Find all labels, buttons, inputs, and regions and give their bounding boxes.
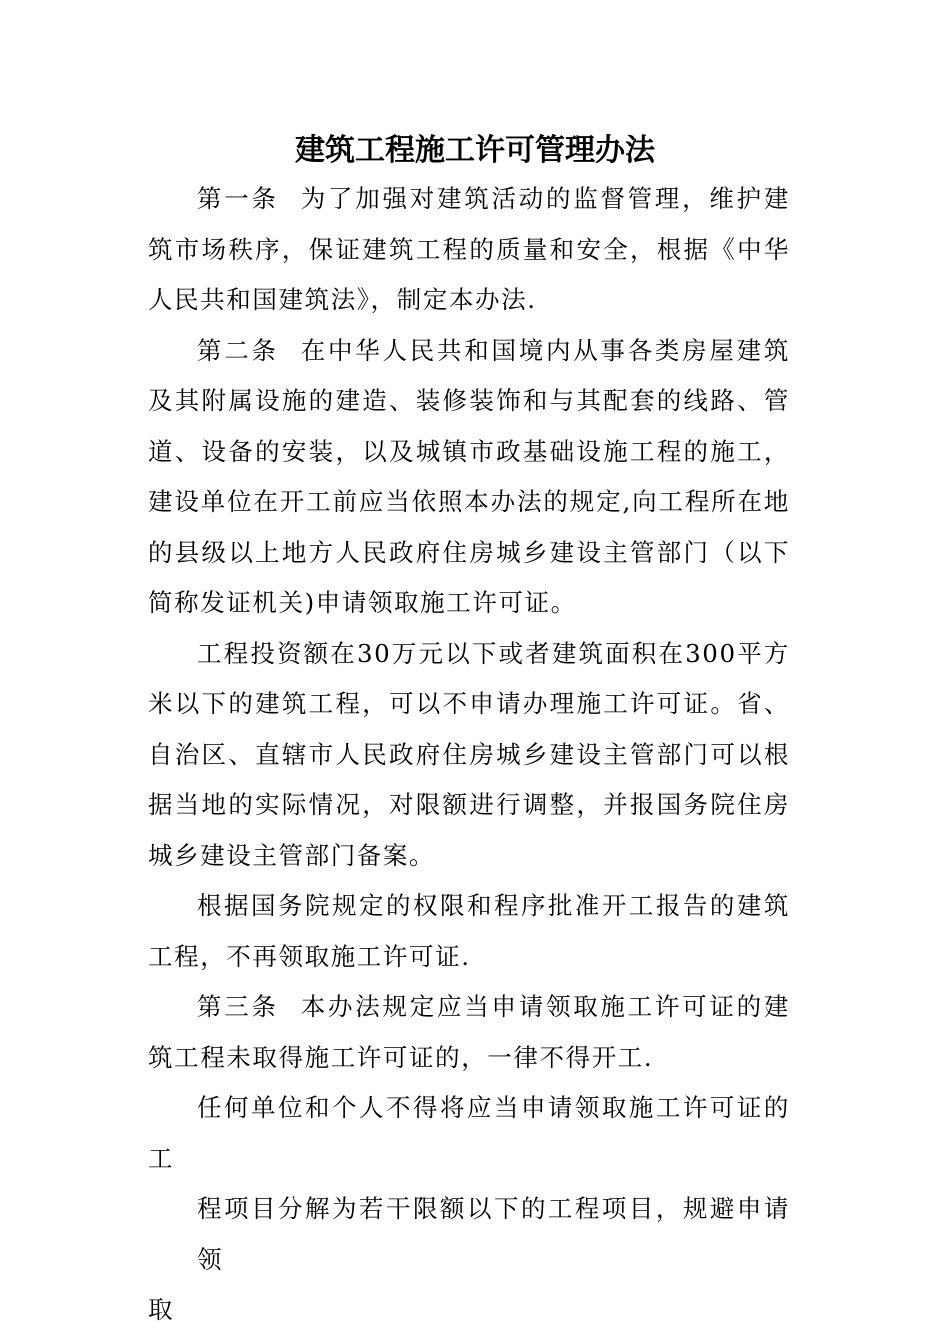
article-number: 第三条	[197, 992, 279, 1021]
article-number: 第二条	[197, 335, 279, 365]
paragraph-text: 取	[148, 1295, 175, 1324]
paragraph-text: 本办法规定应当申请领取施工许可证的建筑工程未取得施工许可证的，一律不得开工.	[148, 992, 790, 1072]
paragraph-text: 根据国务院规定的权限和程序批准开工报告的建筑工程，不再领取施工许可证.	[148, 891, 790, 971]
paragraph-article-2	[148, 326, 790, 629]
paragraph-text: 任何单位和个人不得将应当申请领取施工许可证的工	[148, 1093, 790, 1173]
paragraph-text: 为了加强对建筑活动的监督管理，维护建筑市场秩序，保证建筑工程的质量和安全，根据《中华人民共和国建筑法》，制定本办法.	[148, 184, 790, 314]
paragraph-text: 在中华人民共和国境内从事各类房屋建筑及其附属设施的建造、装修装饰和与其配套的线路、管道、设备的安装，以及城镇市政基础设施工程的施工，建设单位在开工前应当依照本办法的规定,向工程所在地的县级以上地方人民政府住房城乡建设主管部门（以下简称发证机关)申请领取施工许可证。	[148, 335, 790, 617]
paragraph-text: 程项目分解为若干限额以下的工程项目，规避申请领	[197, 1194, 790, 1274]
article-number: 第一条	[197, 184, 279, 213]
paragraph-article-3	[148, 982, 790, 1083]
paragraph-threshold	[148, 629, 790, 882]
paragraph-prohibition-line-2	[148, 1184, 790, 1285]
document-body	[148, 174, 790, 1336]
paragraph-prohibition-line-1	[148, 1083, 790, 1184]
paragraph-text: 工程投资额在30万元以下或者建筑面积在300平方米以下的建筑工程，可以不申请办理施工许可证。省、自治区、直辖市人民政府住房城乡建设主管部门可以根据当地的实际情况，对限额进行调整，并报国务院住房城乡建设主管部门备案。	[148, 638, 790, 870]
document-title: 建筑工程施工许可管理办法	[295, 133, 655, 168]
paragraph-prohibition-line-3	[148, 1285, 790, 1336]
paragraph-exemption	[148, 881, 790, 982]
paragraph-article-1	[148, 174, 790, 326]
